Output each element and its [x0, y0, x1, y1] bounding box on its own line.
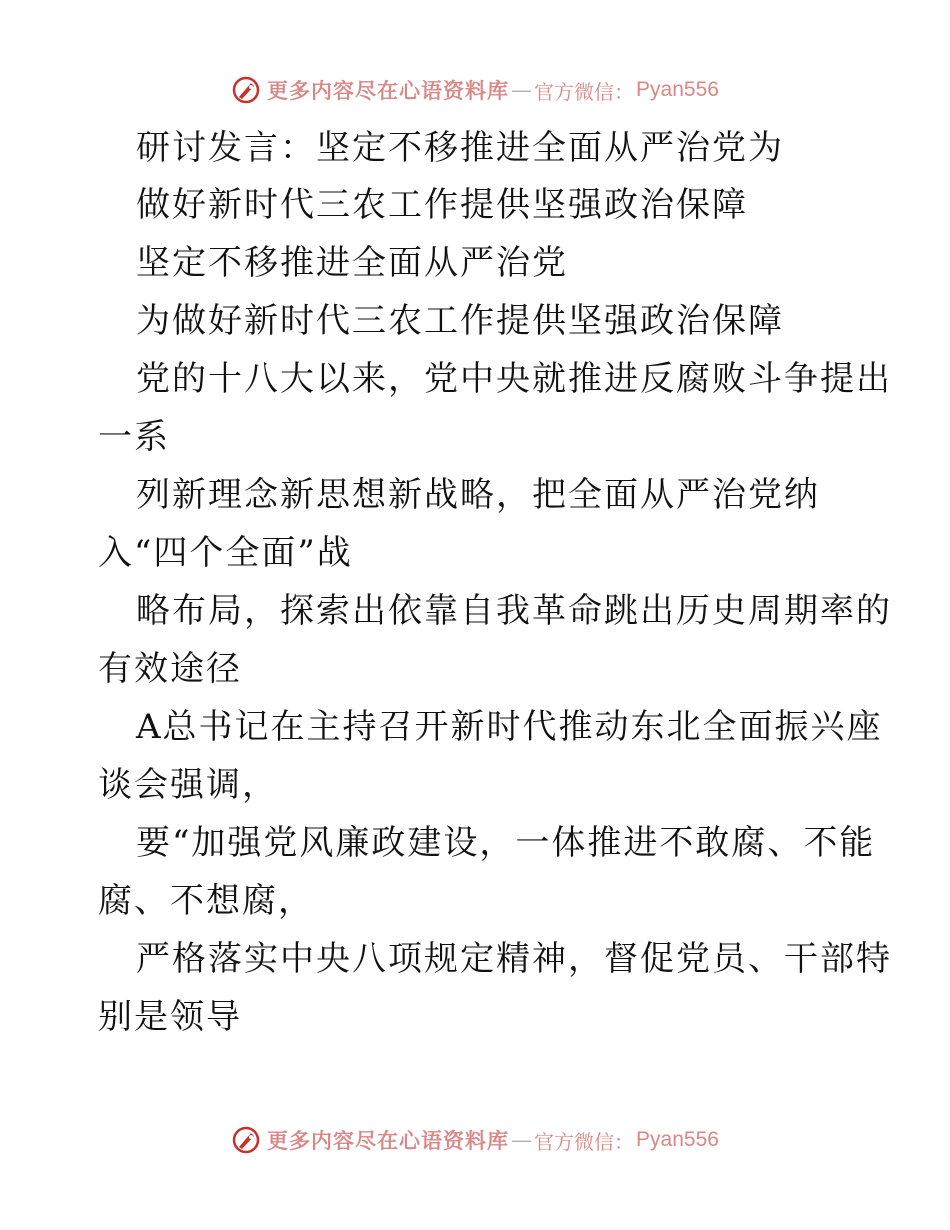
doc-line: 有效途径	[98, 649, 242, 689]
doc-line: 入“四个全面”战	[98, 533, 353, 573]
banner-wechat-account: Pyan556	[636, 78, 719, 101]
banner-wechat-label: 官方微信：	[534, 79, 635, 104]
doc-line: A总书记在主持召开新时代推动东北全面振兴座	[136, 707, 883, 747]
doc-line: 党的十八大以来，党中央就推进反腐败斗争提出	[136, 359, 892, 399]
doc-line: 列新理念新思想新战略，把全面从严治党纳	[136, 475, 820, 515]
doc-line: 谈会强调，	[98, 765, 278, 805]
doc-line: 略布局，探索出依靠自我革命跳出历史周期率的	[136, 591, 892, 631]
doc-line: 一系	[98, 417, 170, 457]
banner-slogan: 更多内容尽在心语资料库	[267, 78, 510, 103]
header-banner	[0, 70, 950, 110]
pen-nib-circle-icon	[231, 75, 261, 105]
doc-line: 坚定不移推进全面从严治党	[136, 243, 568, 283]
banner-separator: —	[511, 1128, 533, 1152]
banner-wechat-label: 官方微信：	[534, 1129, 635, 1154]
banner-wechat-account: Pyan556	[636, 1128, 719, 1151]
banner-slogan: 更多内容尽在心语资料库	[267, 1128, 510, 1153]
footer-banner	[0, 1120, 950, 1160]
doc-line: 为做好新时代三农工作提供坚强政治保障	[136, 301, 784, 341]
doc-line: 腐、不想腐，	[98, 881, 314, 921]
pen-nib-circle-icon	[231, 1125, 261, 1155]
doc-line: 研讨发言：坚定不移推进全面从严治党为	[136, 128, 784, 168]
banner-separator: —	[511, 78, 533, 102]
doc-line: 严格落实中央八项规定精神，督促党员、干部特	[136, 939, 892, 979]
doc-line: 做好新时代三农工作提供坚强政治保障	[136, 185, 748, 225]
doc-line: 别是领导	[98, 997, 242, 1037]
doc-line: 要“加强党风廉政建设，一体推进不敢腐、不能	[136, 823, 876, 863]
